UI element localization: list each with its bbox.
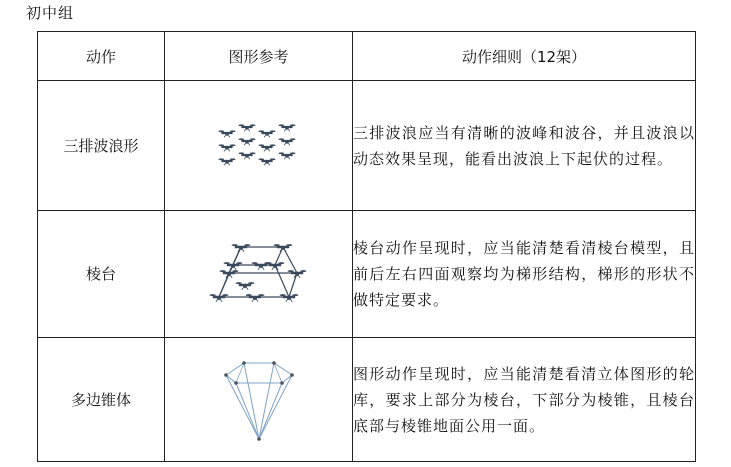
drone-icon — [258, 144, 275, 151]
drone-icon — [219, 270, 238, 278]
drone-icon — [238, 138, 255, 145]
pyramid-node — [272, 361, 276, 365]
drone-icon — [258, 130, 275, 137]
drone-icon — [245, 294, 264, 302]
drone-icon — [278, 152, 295, 159]
figure-cell — [165, 338, 353, 462]
table-row — [38, 338, 696, 462]
frustum-edge — [275, 265, 289, 297]
figure-cell — [165, 81, 353, 211]
drone-icon — [235, 282, 254, 290]
drone-icon — [218, 144, 235, 151]
pyramid-edge — [236, 383, 259, 439]
frustum-formation-icon — [205, 235, 313, 313]
drone-icon — [258, 158, 275, 165]
drone-icon — [251, 262, 270, 270]
header-detail: 动作细则（12架） — [353, 32, 696, 81]
header-figure: 图形参考 — [165, 32, 353, 81]
drone-icon — [273, 244, 292, 252]
table-header-row — [38, 32, 696, 81]
action-name: 棱台 — [38, 211, 165, 338]
table-row — [38, 211, 696, 338]
polygon-pyramid-icon — [202, 353, 316, 447]
wave-formation-icon — [209, 116, 309, 176]
action-spec-table — [37, 31, 696, 462]
action-name: 三排波浪形 — [38, 81, 165, 211]
frustum-edge — [289, 273, 297, 297]
pyramid-top-outline — [226, 363, 292, 383]
drone-icon — [278, 138, 295, 145]
pyramid-node — [224, 373, 228, 377]
action-detail: 棱台动作呈现时，应当能清楚看清棱台模型，且前后左右四面观察均为梯形结构，梯形的形状不做特定要求。 — [353, 211, 696, 338]
drone-icon — [209, 294, 228, 302]
drone-icon — [287, 270, 306, 278]
drone-icon — [231, 244, 250, 252]
pyramid-node — [290, 373, 294, 377]
drone-icon — [218, 130, 235, 137]
group-label: 初中组 — [26, 4, 75, 22]
action-detail: 图形动作呈现时，应当能清楚看清立体图形的轮库，要求上部分为棱台，下部分为棱锥，且棱台底部与棱锥地面公用一面。 — [353, 338, 696, 462]
pyramid-edge — [259, 383, 282, 439]
header-action: 动作 — [38, 32, 165, 81]
pyramid-edge — [244, 363, 259, 439]
drone-icon — [238, 124, 255, 131]
drone-icon — [238, 152, 255, 159]
drone-icon — [218, 158, 235, 165]
action-detail: 三排波浪应当有清晰的波峰和波谷，并且波浪以动态效果呈现，能看出波浪上下起伏的过程。 — [353, 81, 696, 211]
pyramid-edge — [259, 375, 292, 439]
drone-icon — [278, 124, 295, 131]
pyramid-node — [280, 381, 284, 385]
figure-cell — [165, 211, 353, 338]
action-name: 多边锥体 — [38, 338, 165, 462]
pyramid-node — [257, 437, 261, 441]
pyramid-edge — [259, 363, 274, 439]
pyramid-edge — [226, 375, 259, 439]
frustum-edge — [219, 265, 233, 297]
table-row — [38, 81, 696, 211]
pyramid-node — [242, 361, 246, 365]
pyramid-node — [234, 381, 238, 385]
